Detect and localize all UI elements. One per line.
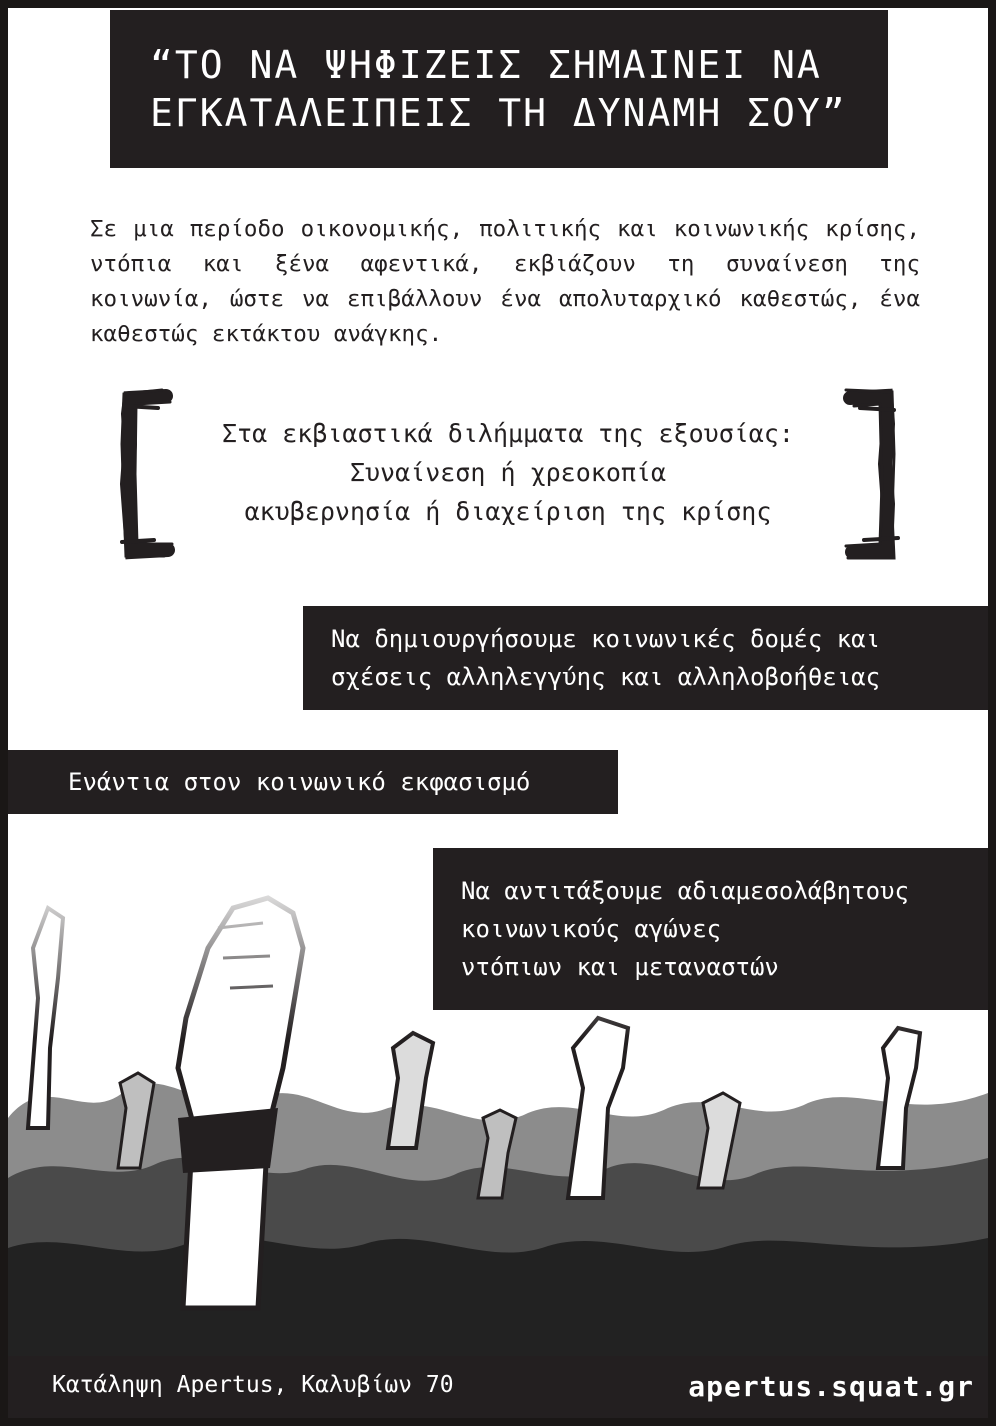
dilemma-line-2: Συναίνεση ή χρεοκοπία: [349, 458, 667, 487]
dilemma-line-3: ακυβερνησία ή διαχείριση της κρίσης: [244, 497, 772, 526]
dilemma-block: [108, 384, 908, 564]
struggles-line-1: Να αντιτάξουμε αδιαμεσολάβητους: [461, 877, 909, 905]
struggles-line-3: ντόπιων και μεταναστών: [461, 953, 779, 981]
footer-address: Κατάληψη Apertus, Καλυβίων 70: [52, 1372, 454, 1398]
footer-bar: [8, 1356, 988, 1418]
footer-url-link[interactable]: apertus.squat.gr: [688, 1370, 974, 1403]
antifascism-line-1: Ενάντια στον κοινωνικό εκφασισμό: [68, 768, 531, 796]
struggles-slogan-box: [433, 848, 988, 1010]
headline-banner: [110, 10, 888, 168]
solidarity-line-2: σχέσεις αλληλεγγύης και αλληλοβοήθειας: [331, 663, 881, 691]
struggles-line-2: κοινωνικούς αγώνες: [461, 915, 722, 943]
headline-line-1: “ΤΟ ΝΑ ΨΗΦΙΖΕΙΣ ΣΗΜΑΙΝΕΙ ΝΑ: [150, 43, 822, 87]
right-bracket-icon: [838, 384, 908, 564]
intro-paragraph: Σε μια περίοδο οικονομικής, πολιτικής και κοινωνικής κρίσης, ντόπια και ξένα αφεντικά, εκβιάζουν τη συναίνεση της κοινωνία, ώστε να επιβάλλουν ένα απολυταρχικό καθεστώς, ένα καθεστώς εκτάκτου ανάγκης.: [90, 216, 920, 347]
dilemma-text: [148, 414, 868, 531]
antifascism-slogan-box: [8, 750, 618, 814]
dilemma-line-1: Στα εκβιαστικά διλήμματα της εξουσίας:: [222, 419, 794, 448]
headline-line-2: ΕΓΚΑΤΑΛΕΙΠΕΙΣ ΤΗ ΔΥΝΑΜΗ ΣΟΥ”: [150, 91, 847, 135]
solidarity-line-1: Να δημιουργήσουμε κοινωνικές δομές και: [331, 625, 881, 653]
solidarity-slogan-box: [303, 606, 988, 710]
